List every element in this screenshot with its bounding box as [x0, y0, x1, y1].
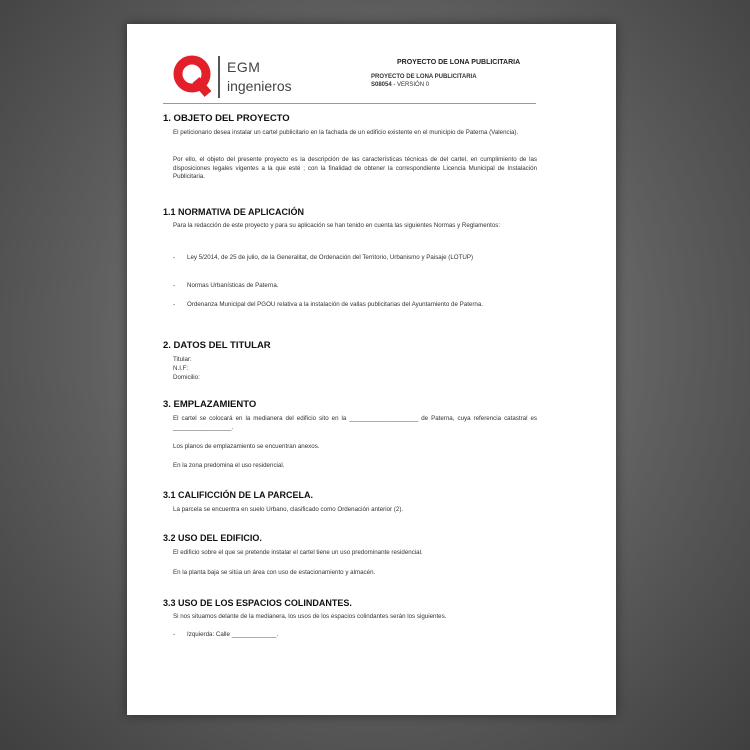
list-dash: -	[173, 631, 176, 638]
heading-normativa: 1.1 NORMATIVA DE APLICACIÓN	[163, 207, 305, 217]
objeto-paragraph-1: El peticionario desea instalar un cartel publicitario en la fachada de un edificio existente en el municipio de Paterna (Valencia).	[173, 129, 519, 136]
header-divider	[163, 103, 536, 104]
logo-text-egm: EGM	[227, 59, 261, 75]
normativa-paragraph: Para la redacción de este proyecto y para su aplicación se han tenido en cuenta las siguientes Normas y Reglamentos:	[173, 222, 501, 229]
emplazamiento-paragraph-2: Los planos de emplazamiento se encuentran anexos.	[173, 443, 320, 450]
document-page	[127, 24, 616, 715]
objeto-paragraph-2: Por ello, el objeto del presente proyecto es la descripción de las características técnicas de del cartel, en cumplimiento de las disposiciones legales vigentes a la que esté ; con la finalidad de obtener la correspondiente Licencia Municipal de Instalación Publicitaria.	[173, 156, 537, 180]
field-nif: N.I.F:	[173, 365, 189, 372]
logo-divider	[218, 56, 220, 98]
emplazamiento-paragraph-1: El cartel se colocará en la medianera del edificio sito en la ____________________ de Paterna, cuya referencia catastral es _________________.	[173, 415, 537, 431]
field-domicilio: Domicilio:	[173, 374, 200, 381]
list-dash: -	[173, 301, 176, 308]
header-subtitle: PROYECTO DE LONA PUBLICITARIA	[371, 74, 477, 80]
heading-titular: 2. DATOS DEL TITULAR	[163, 340, 271, 351]
heading-calificacion: 3.1 CALIFICCIÓN DE LA PARCELA.	[163, 490, 314, 500]
list-item-text: Normas Urbanísticas de Paterna.	[187, 282, 279, 289]
project-code: S08054	[371, 82, 392, 88]
calificacion-paragraph: La parcela se encuentra en suelo Urbano, clasificado como Ordenación anterior (2).	[173, 506, 404, 513]
list-dash: -	[173, 282, 176, 289]
colindantes-paragraph: Si nos situamos delante de la medianera, los usos de los espacios colindantes serán los siguientes.	[173, 613, 447, 620]
field-titular: Titular:	[173, 356, 192, 363]
uso-edificio-paragraph-1: El edificio sobre el que se pretende instalar el cartel tiene un uso predominante residencial.	[173, 549, 423, 556]
list-item-text: Ordenanza Municipal del PGOU relativa a la instalación de vallas publicitarias del Ayuntamiento de Paterna.	[187, 301, 484, 308]
version-label: - VERSIÓN 0	[391, 82, 430, 88]
q-logo-icon	[172, 54, 212, 98]
header-title: PROYECTO DE LONA PUBLICITARIA	[397, 59, 521, 66]
list-item-text: Ley 5/2014, de 25 de julio, de la Generalitat, de Ordenación del Territorio, Urbanismo y Paisaje (LOTUP)	[187, 254, 474, 261]
list-item-text: Izquierda: Calle _____________.	[187, 631, 279, 638]
header-code-version	[371, 82, 429, 88]
list-dash: -	[173, 254, 176, 261]
heading-espacios-colindantes: 3.3 USO DE LOS ESPACIOS COLINDANTES.	[163, 598, 352, 608]
heading-objeto: 1. OBJETO DEL PROYECTO	[163, 113, 290, 124]
uso-edificio-paragraph-2: En la planta baja se sitúa un área con uso de estacionamiento y almacén.	[173, 569, 376, 576]
logo-text-ingenieros: ingenieros	[227, 78, 292, 94]
heading-uso-edificio: 3.2 USO DEL EDIFICIO.	[163, 533, 262, 543]
emplazamiento-paragraph-3: En la zona predomina el uso residencial.	[173, 462, 285, 469]
heading-emplazamiento: 3. EMPLAZAMIENTO	[163, 399, 257, 410]
company-logo	[172, 54, 302, 102]
